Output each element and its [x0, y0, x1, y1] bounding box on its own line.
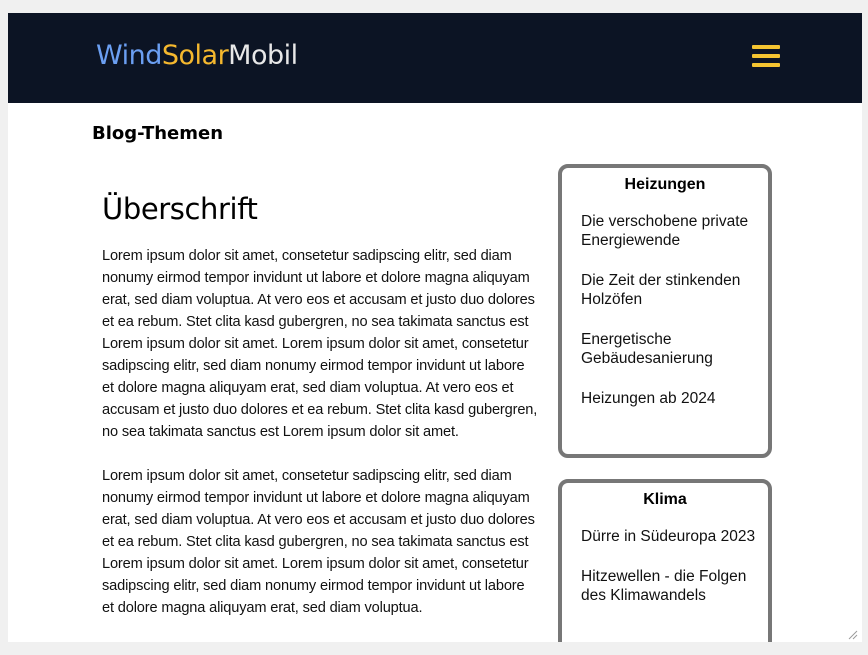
card-title: Klima [643, 491, 687, 508]
logo-part-wind: Wind [96, 40, 162, 71]
site-header [8, 13, 862, 103]
topic-link[interactable]: Hitzewellen - die Folgen des Klimawandels [581, 568, 747, 604]
topic-link[interactable]: Die verschobene private Energiewende [581, 213, 749, 249]
hamburger-menu-icon[interactable] [752, 45, 780, 67]
article-paragraph: Lorem ipsum dolor sit amet, consetetur sadipscing elitr, sed diam nonumy eirmod tempor invidunt ut labore et dolore magna aliquyam erat, sed diam voluptua. At vero eos et accusam et justo duo dolores et ea rebum. Stet clita kasd gubergren, no sea takimata sanctus est Lorem ipsum dolor sit amet. Lorem ipsum dolor sit amet, consetetur sadipscing elitr, sed diam nonumy eirmod tempor invidunt ut labore et dolore magna aliquyam erat, sed diam voluptua. [102, 468, 535, 616]
logo-part-mobil: Mobil [228, 40, 298, 71]
topic-link[interactable]: Dürre in Südeuropa 2023 [581, 528, 756, 545]
page-frame [8, 13, 862, 642]
card-title: Heizungen [624, 176, 706, 193]
site-logo[interactable] [96, 40, 298, 71]
article-paragraph: Lorem ipsum dolor sit amet, consetetur sadipscing elitr, sed diam nonumy eirmod tempor invidunt ut labore et dolore magna aliquyam erat, sed diam voluptua. At vero eos et accusam et justo duo dolores et ea rebum. Stet clita kasd gubergren, no sea takimata sanctus est Lorem ipsum dolor sit amet. Lorem ipsum dolor sit amet, consetetur sadipscing elitr, sed diam nonumy eirmod tempor invidunt ut labore et dolore magna aliquyam erat, sed diam voluptua. At vero eos et accusam et justo duo dolores et ea rebum. Stet clita kasd gubergren, no sea takimata sanctus est Lorem ipsum dolor sit amet. [102, 248, 538, 440]
resize-grip-icon[interactable] [846, 628, 858, 640]
topic-link[interactable]: Heizungen ab 2024 [581, 390, 716, 407]
topic-list [562, 527, 768, 605]
article-heading: Überschrift [102, 192, 258, 226]
sidebar-card-heizungen [558, 164, 772, 458]
topic-list [562, 212, 768, 408]
topic-link[interactable]: Die Zeit der stinkenden Holzöfen [581, 272, 741, 308]
logo-part-solar: Solar [161, 40, 229, 71]
section-title: Blog-Themen [92, 123, 224, 144]
topic-link[interactable]: Energetische Gebäudesanierung [581, 331, 713, 367]
sidebar-card-klima [558, 479, 772, 642]
article [102, 191, 538, 641]
